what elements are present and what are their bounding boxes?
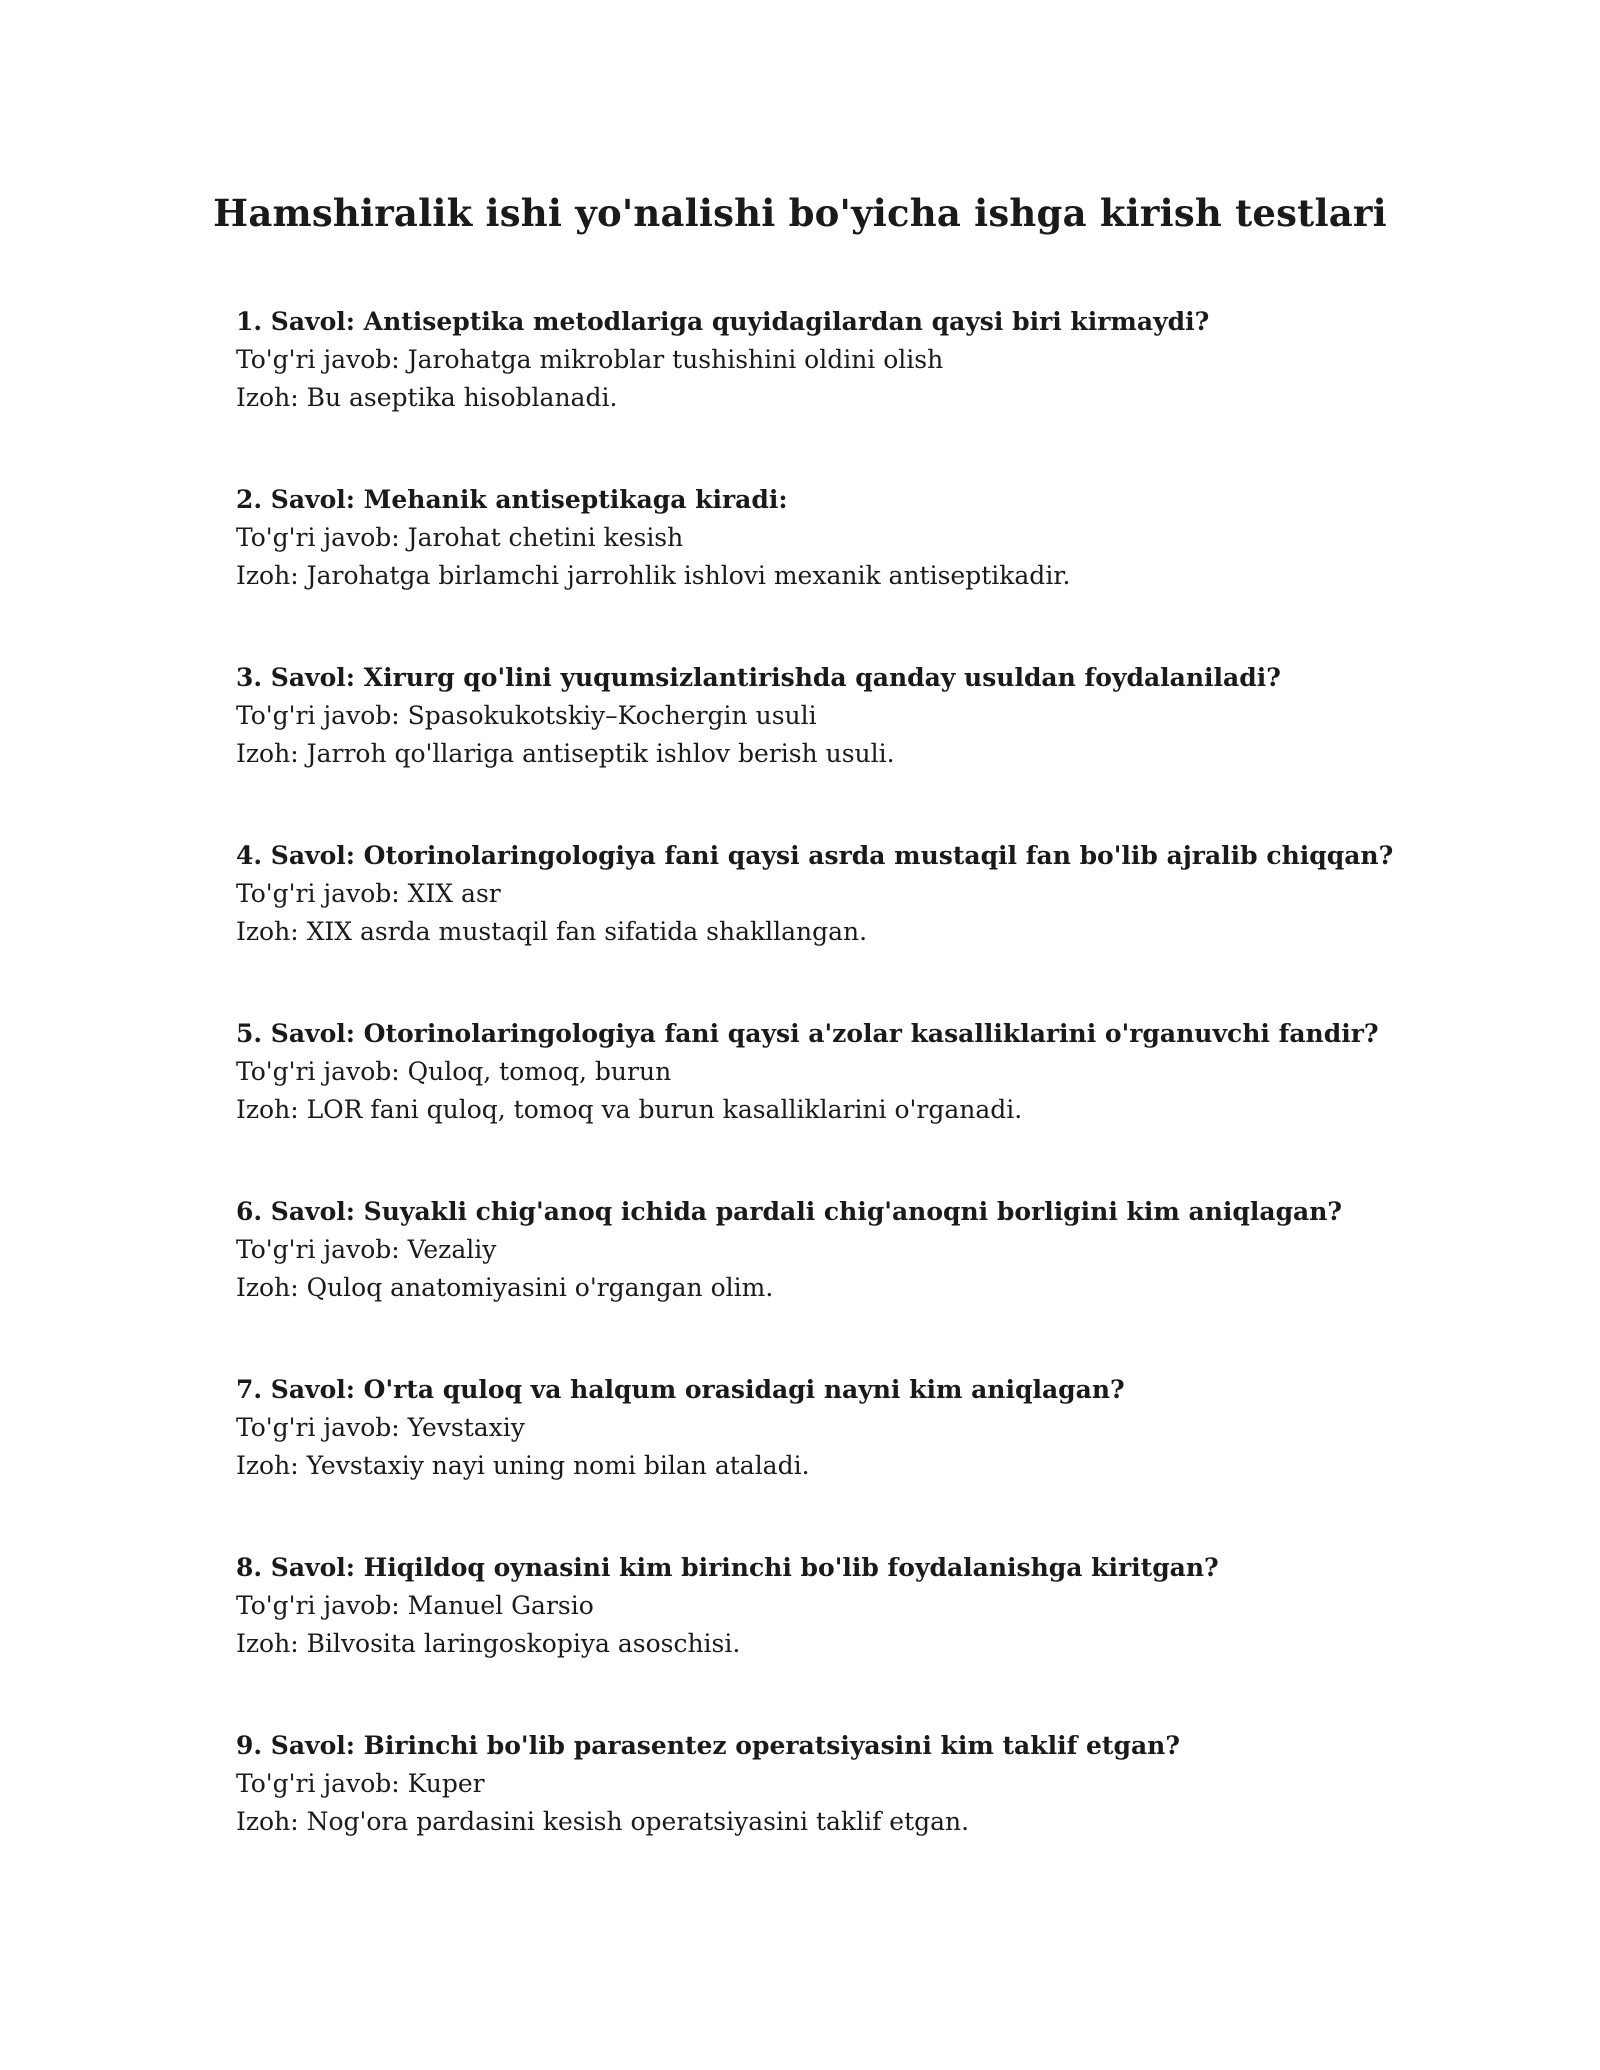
question-item-4 [236, 837, 1394, 1015]
correct-answer: To'g'ri javob: Jarohatga mikroblar tushishini oldini olish [236, 345, 944, 374]
question-text: 3. Savol: Xirurg qo'lini yuqumsizlantirishda qanday usuldan foydalaniladi? [236, 663, 1281, 692]
question-item-9 [236, 1727, 1386, 1905]
correct-answer: To'g'ri javob: Kuper [236, 1769, 485, 1798]
question-item-3 [236, 659, 1386, 837]
explanation-note: Izoh: Quloq anatomiyasini o'rgangan olim. [236, 1273, 774, 1302]
question-text: 6. Savol: Suyakli chig'anoq ichida pardali chig'anoqni borligini kim aniqlagan? [236, 1197, 1343, 1226]
question-item-8 [236, 1549, 1386, 1727]
question-text: 1. Savol: Antiseptika metodlariga quyidagilardan qaysi biri kirmaydi? [236, 307, 1210, 336]
question-text: 5. Savol: Otorinolaringologiya fani qaysi a'zolar kasalliklarini o'rganuvchi fandir? [236, 1019, 1379, 1048]
document-title: Hamshiralik ishi yo'nalishi bo'yicha ishga kirish testlari [213, 191, 1387, 235]
question-text: 4. Savol: Otorinolaringologiya fani qaysi asrda mustaqil fan bo'lib ajralib chiqqan? [236, 841, 1394, 870]
question-item-1 [236, 303, 1386, 481]
explanation-note: Izoh: Bu aseptika hisoblanadi. [236, 383, 618, 412]
explanation-note: Izoh: Jarroh qo'llariga antiseptik ishlov berish usuli. [236, 739, 895, 768]
explanation-note: Izoh: Jarohatga birlamchi jarrohlik ishlovi mexanik antiseptikadir. [236, 561, 1071, 590]
question-text: 2. Savol: Mehanik antiseptikaga kiradi: [236, 485, 788, 514]
correct-answer: To'g'ri javob: Vezaliy [236, 1235, 497, 1264]
question-item-2 [236, 481, 1386, 659]
explanation-note: Izoh: LOR fani quloq, tomoq va burun kasalliklarini o'rganadi. [236, 1095, 1023, 1124]
explanation-note: Izoh: Bilvosita laringoskopiya asoschisi. [236, 1629, 741, 1658]
question-list [236, 303, 1394, 1905]
question-text: 9. Savol: Birinchi bo'lib parasentez operatsiyasini kim taklif etgan? [236, 1731, 1180, 1760]
correct-answer: To'g'ri javob: Spasokukotskiy–Kochergin usuli [236, 701, 817, 730]
question-item-5 [236, 1015, 1386, 1193]
question-item-6 [236, 1193, 1386, 1371]
correct-answer: To'g'ri javob: XIX asr [236, 879, 501, 908]
correct-answer: To'g'ri javob: Manuel Garsio [236, 1591, 594, 1620]
explanation-note: Izoh: XIX asrda mustaqil fan sifatida shakllangan. [236, 917, 868, 946]
question-text: 7. Savol: O'rta quloq va halqum orasidagi nayni kim aniqlagan? [236, 1375, 1125, 1404]
explanation-note: Izoh: Nog'ora pardasini kesish operatsiyasini taklif etgan. [236, 1807, 970, 1836]
explanation-note: Izoh: Yevstaxiy nayi uning nomi bilan ataladi. [236, 1451, 810, 1480]
question-item-7 [236, 1371, 1386, 1549]
correct-answer: To'g'ri javob: Quloq, tomoq, burun [236, 1057, 672, 1086]
correct-answer: To'g'ri javob: Jarohat chetini kesish [236, 523, 684, 552]
correct-answer: To'g'ri javob: Yevstaxiy [236, 1413, 525, 1442]
question-text: 8. Savol: Hiqildoq oynasini kim birinchi bo'lib foydalanishga kiritgan? [236, 1553, 1219, 1582]
